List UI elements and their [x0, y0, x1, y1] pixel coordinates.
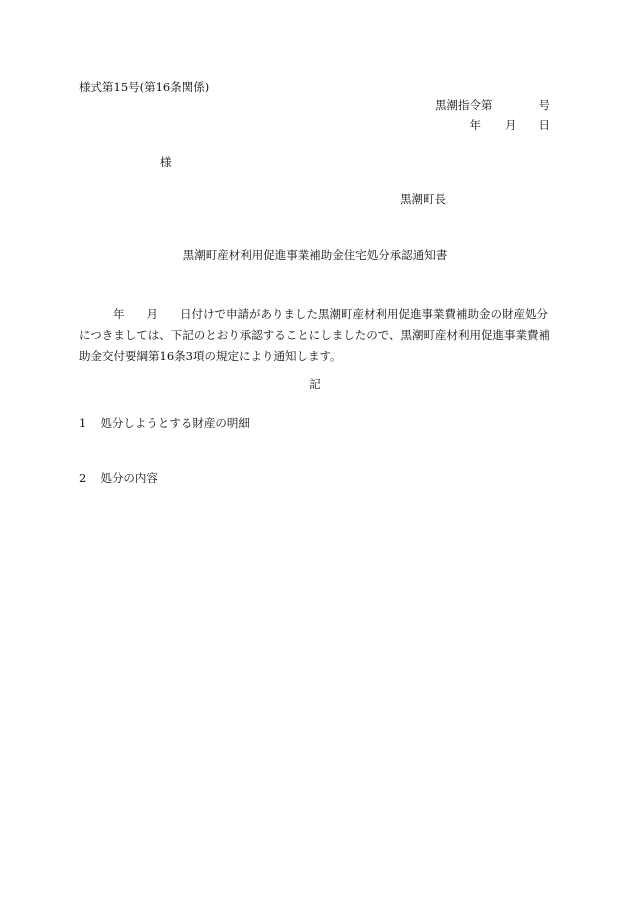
ki-marker: 記 — [309, 377, 321, 391]
sender-name: 黒潮町長 — [400, 192, 446, 206]
body-year: 年 — [113, 307, 125, 321]
body-text: 日付けで申請がありました黒潮町産材利用促進事業費補助金の財産処分につきましては、下記のとおり承認することにしましたので、黒潮町産材利用促進事業費補助金交付要綱第16条3項の規定により通知します。 — [79, 307, 551, 363]
item-number: 1 — [79, 416, 87, 430]
item-number: 2 — [79, 471, 87, 485]
date-year: 年 — [469, 118, 481, 132]
reference-prefix: 黒潮指令第 — [435, 98, 493, 112]
issue-date — [300, 120, 550, 132]
date-day: 日 — [538, 118, 550, 132]
list-item — [79, 473, 158, 485]
body-month: 月 — [146, 307, 158, 321]
item-label: 処分しようとする財産の明細 — [100, 416, 250, 430]
form-number: 様式第15号(第16条関係) — [79, 80, 210, 94]
addressee-honorific: 様 — [160, 155, 172, 169]
date-month: 月 — [505, 118, 517, 132]
item-label: 処分の内容 — [100, 471, 158, 485]
document-title: 黒潮町産材利用促進事業補助金住宅処分承認通知書 — [182, 248, 448, 262]
reference-suffix: 号 — [538, 98, 550, 112]
list-item — [79, 418, 250, 430]
body-paragraph — [79, 304, 555, 367]
reference-number — [300, 100, 550, 112]
